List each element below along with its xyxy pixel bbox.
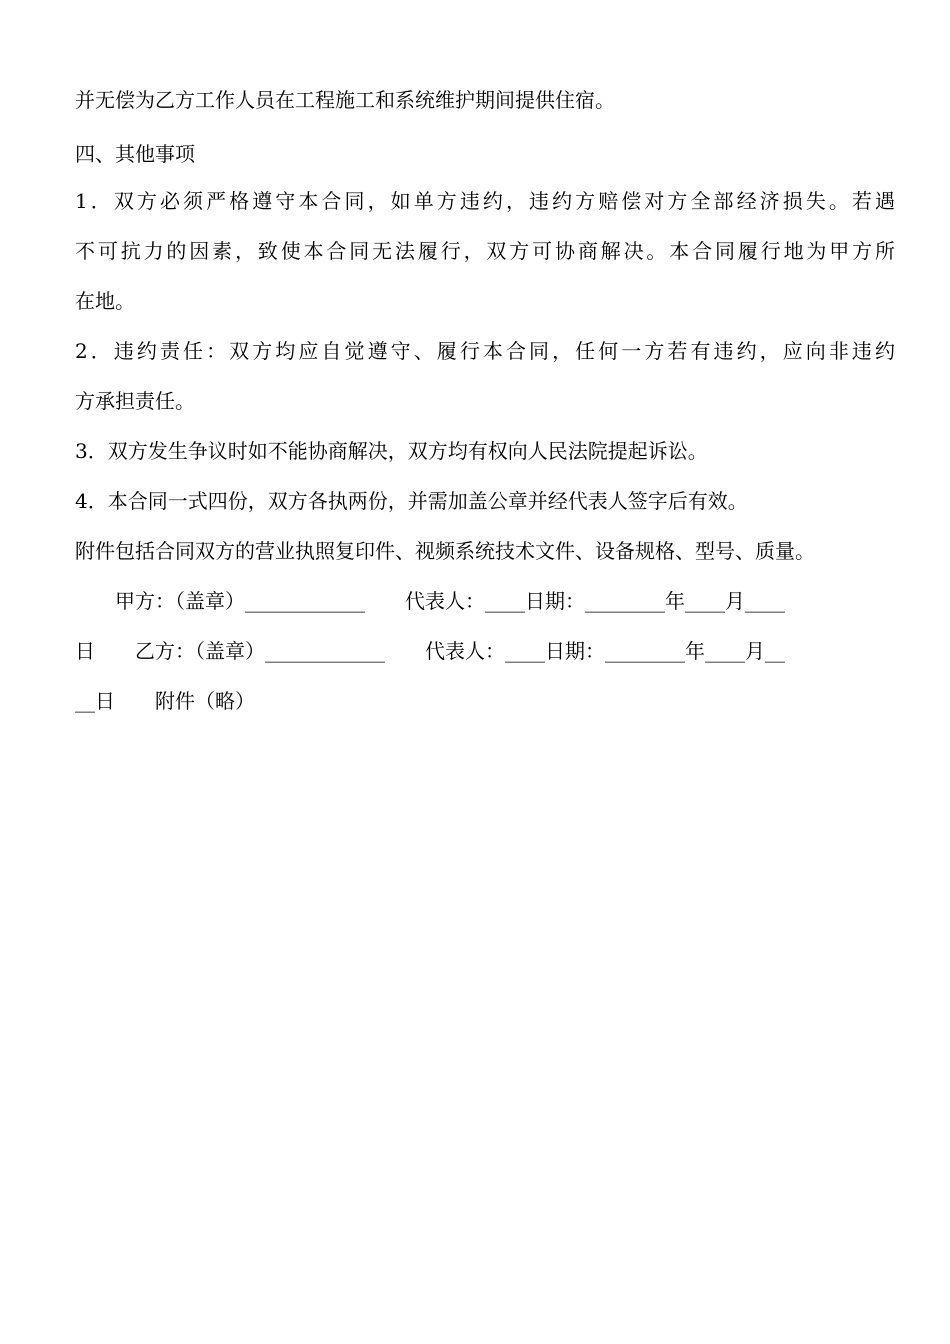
- signature-line-attachment: __日 附件（略）: [75, 689, 255, 713]
- section-heading-other-matters: 四、其他事项: [75, 142, 195, 166]
- clause-2-line-2: 方承担责任。: [75, 389, 195, 413]
- paragraph-line-1: 并无偿为乙方工作人员在工程施工和系统维护期间提供住宿。: [75, 88, 615, 112]
- clause-1-line-1: 1．双方必须严格遵守本合同，如单方违约，违约方赔偿对方全部经济损失。若遇: [75, 189, 895, 213]
- clause-3-line-1: 3．双方发生争议时如不能协商解决，双方均有权向人民法院提起诉讼。: [75, 439, 708, 463]
- clause-2-line-1: 2．违约责任：双方均应自觉遵守、履行本合同，任何一方若有违约，应向非违约: [75, 339, 895, 363]
- clause-1-line-2: 不可抗力的因素，致使本合同无法履行，双方可协商解决。本合同履行地为甲方所: [75, 239, 895, 263]
- clause-4-line-2: 附件包括合同双方的营业执照复印件、视频系统技术文件、设备规格、型号、质量。: [75, 539, 815, 563]
- signature-line-party-a: 甲方：（盖章）____________ 代表人：____日期：________年____月____: [75, 589, 785, 613]
- clause-1-line-3: 在地。: [75, 289, 135, 313]
- clause-4-line-1: 4．本合同一式四份，双方各执两份，并需加盖公章并经代表人签字后有效。: [75, 489, 748, 513]
- signature-line-party-b: 日 乙方：（盖章）____________ 代表人：____日期：________年____月__: [75, 639, 785, 663]
